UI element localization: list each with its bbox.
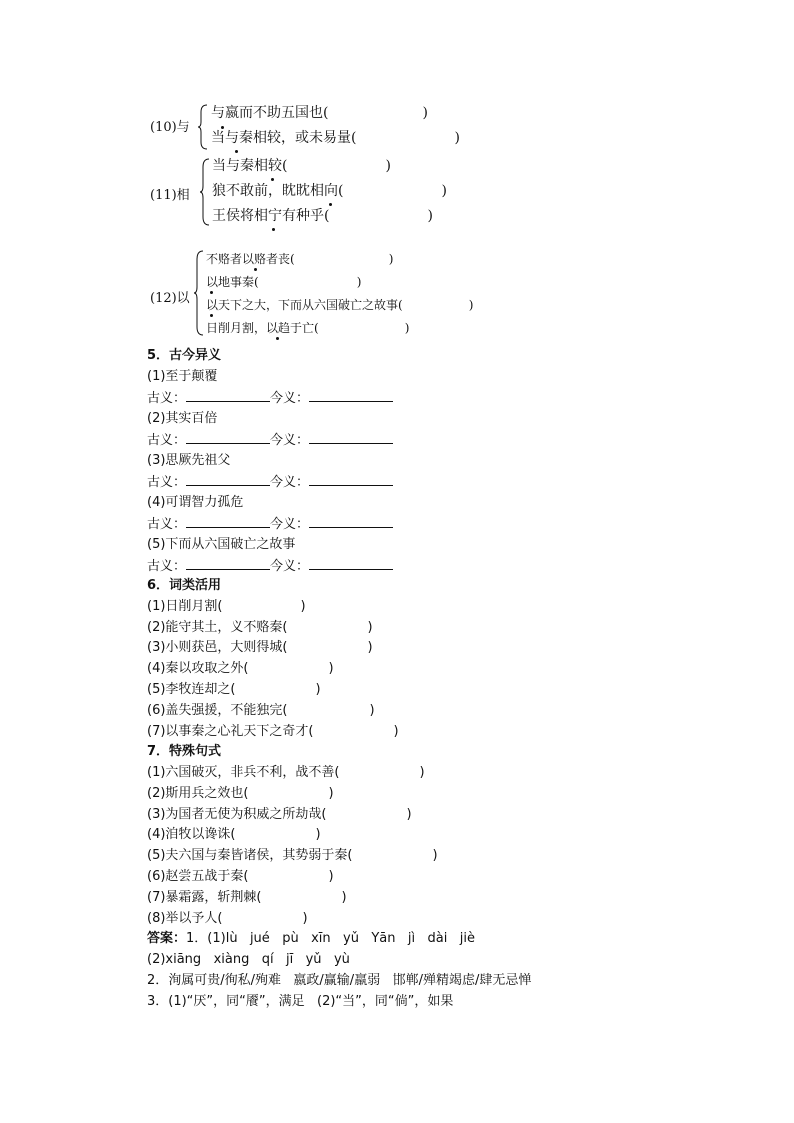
group11-brace bbox=[199, 158, 211, 226]
group12-line-3-close: ) bbox=[468, 298, 474, 312]
group12-line-4-text: 日削月割，以趋于亡( bbox=[206, 321, 319, 335]
jin-blank[interactable] bbox=[309, 472, 393, 486]
group11-line-3 bbox=[212, 205, 433, 227]
answers-line-2: (2)xiāng xiàng qí jī yǔ yù bbox=[147, 952, 350, 967]
group11-line-2 bbox=[212, 180, 447, 202]
section7-item-7 bbox=[147, 888, 347, 908]
jin-blank[interactable] bbox=[309, 430, 393, 444]
gu-blank[interactable] bbox=[186, 556, 270, 570]
section7-item-close: ) bbox=[315, 827, 321, 842]
group10-line-1 bbox=[211, 102, 428, 124]
jin-blank[interactable] bbox=[309, 388, 393, 402]
group12-line-1-close: ) bbox=[388, 252, 394, 266]
group11-line-1-text: 当与秦相较( bbox=[212, 158, 288, 174]
gu-label: 古义： bbox=[147, 517, 187, 532]
group11-line-1 bbox=[212, 155, 391, 177]
section6-item-text: (7)以事秦之心礼天下之奇才( bbox=[147, 724, 314, 739]
jin-label: 今义： bbox=[270, 517, 310, 532]
section5-item-5: (5)下而从六国破亡之故事 bbox=[147, 537, 296, 552]
group12-line-3-text: 以天下之大，下而从六国破亡之故事( bbox=[206, 298, 403, 312]
group12-line-1-text: 不赂者以赂者丧( bbox=[206, 252, 295, 266]
jin-blank[interactable] bbox=[309, 556, 393, 570]
group11-line-3-close: ) bbox=[427, 208, 433, 224]
group10-label: (10)与 bbox=[150, 120, 190, 135]
section7-item-text: (8)举以予人( bbox=[147, 911, 223, 926]
answers-line-4: 3．(1)“厌”，同“餍”，满足 (2)“当”，同“倘”，如果 bbox=[147, 994, 454, 1009]
section7-item-text: (2)斯用兵之效也( bbox=[147, 786, 249, 801]
emphasis-dot bbox=[272, 228, 275, 231]
group12-line-4-close: ) bbox=[404, 321, 410, 335]
section6-item-2 bbox=[147, 618, 373, 638]
section6-item-text: (4)秦以攻取之外( bbox=[147, 661, 249, 676]
jin-blank[interactable] bbox=[309, 514, 393, 528]
group10-line-2 bbox=[211, 127, 460, 149]
group11-label: (11)相 bbox=[150, 188, 190, 203]
section7-item-5 bbox=[147, 846, 438, 866]
gu-label: 古义： bbox=[147, 475, 187, 490]
group12-line-2-text: 以地事秦( bbox=[206, 275, 259, 289]
group12-line-2 bbox=[206, 271, 361, 293]
group11-line-3-text: 王侯将相宁有种乎( bbox=[212, 208, 330, 224]
section7-item-text: (5)夫六国与秦皆诸侯，其势弱于秦( bbox=[147, 848, 353, 863]
section6-item-4 bbox=[147, 659, 334, 679]
group12-line-1 bbox=[206, 248, 393, 270]
section6-item-6 bbox=[147, 701, 375, 721]
section6-heading: 6．词类活用 bbox=[147, 578, 222, 593]
answers-line-3: 2．洵属可贵/徇私/殉难 嬴政/赢输/羸弱 邯郸/殚精竭虑/肆无忌惮 bbox=[147, 973, 532, 988]
section7-item-text: (6)赵尝五战于秦( bbox=[147, 869, 249, 884]
section6-item-text: (1)日削月割( bbox=[147, 599, 223, 614]
section7-item-text: (7)暴霜露，斩荆棘( bbox=[147, 890, 262, 905]
section6-item-close: ) bbox=[315, 682, 321, 697]
answers-line-1-text: 1．(1)lù jué pù xīn yǔ Yān jì dài jiè bbox=[186, 931, 475, 946]
section7-item-text: (1)六国破灭，非兵不利，战不善( bbox=[147, 765, 340, 780]
section6-item-close: ) bbox=[393, 724, 399, 739]
section7-item-close: ) bbox=[419, 765, 425, 780]
section7-item-close: ) bbox=[328, 869, 334, 884]
group12-label: (12)以 bbox=[150, 291, 190, 306]
section5-answer-row-2 bbox=[147, 430, 393, 450]
section6-item-1 bbox=[147, 597, 306, 617]
section6-item-text: (5)李牧连却之( bbox=[147, 682, 236, 697]
section5-item-2: (2)其实百倍 bbox=[147, 411, 218, 426]
section6-item-close: ) bbox=[300, 599, 306, 614]
section7-item-close: ) bbox=[341, 890, 347, 905]
section6-item-text: (2)能守其土，义不赂秦( bbox=[147, 620, 288, 635]
section7-heading: 7．特殊句式 bbox=[147, 744, 222, 759]
group12-line-3 bbox=[206, 294, 473, 316]
group11-line-2-text: 狼不敢前，眈眈相向( bbox=[212, 183, 344, 199]
section7-item-8 bbox=[147, 909, 308, 929]
section6-item-text: (6)盖失强援，不能独完( bbox=[147, 703, 288, 718]
section7-item-text: (4)洎牧以谗诛( bbox=[147, 827, 236, 842]
section5-item-3: (3)思厥先祖父 bbox=[147, 453, 231, 468]
group10-line-2-text: 当与秦相较，或未易量( bbox=[211, 130, 357, 146]
section7-item-text: (3)为国者无使为积威之所劫哉( bbox=[147, 807, 327, 822]
section6-item-close: ) bbox=[369, 703, 375, 718]
section7-item-3 bbox=[147, 805, 412, 825]
section6-item-text: (3)小则获邑，大则得城( bbox=[147, 640, 288, 655]
section6-item-3 bbox=[147, 638, 373, 658]
gu-label: 古义： bbox=[147, 433, 187, 448]
jin-label: 今义： bbox=[270, 559, 310, 574]
group10-brace bbox=[197, 104, 209, 150]
group11-line-2-close: ) bbox=[441, 183, 447, 199]
jin-label: 今义： bbox=[270, 475, 310, 490]
section6-item-close: ) bbox=[367, 620, 373, 635]
emphasis-dot bbox=[235, 150, 238, 153]
answers-label: 答案： bbox=[147, 931, 187, 946]
section7-item-close: ) bbox=[328, 786, 334, 801]
section7-item-close: ) bbox=[406, 807, 412, 822]
gu-blank[interactable] bbox=[186, 514, 270, 528]
group10-line-1-close: ) bbox=[422, 105, 428, 121]
section5-answer-row-5 bbox=[147, 556, 393, 576]
section6-item-7 bbox=[147, 722, 399, 742]
group11-line-1-close: ) bbox=[385, 158, 391, 174]
section7-item-close: ) bbox=[302, 911, 308, 926]
group10-line-2-close: ) bbox=[454, 130, 460, 146]
section5-item-4: (4)可谓智力孤危 bbox=[147, 495, 244, 510]
section6-item-close: ) bbox=[367, 640, 373, 655]
jin-label: 今义： bbox=[270, 433, 310, 448]
section6-item-close: ) bbox=[328, 661, 334, 676]
section5-heading: 5．古今异义 bbox=[147, 348, 222, 363]
gu-blank[interactable] bbox=[186, 472, 270, 486]
jin-label: 今义： bbox=[270, 391, 310, 406]
section6-item-5 bbox=[147, 680, 321, 700]
group12-brace bbox=[193, 250, 205, 336]
section5-answer-row-3 bbox=[147, 472, 393, 492]
gu-blank[interactable] bbox=[186, 430, 270, 444]
gu-blank[interactable] bbox=[186, 388, 270, 402]
section7-item-6 bbox=[147, 867, 334, 887]
answers-line-1 bbox=[147, 929, 475, 949]
section5-item-1: (1)至于颠覆 bbox=[147, 369, 218, 384]
section5-answer-row-4 bbox=[147, 514, 393, 534]
section7-item-close: ) bbox=[432, 848, 438, 863]
gu-label: 古义： bbox=[147, 559, 187, 574]
group12-line-4 bbox=[206, 317, 409, 339]
section5-answer-row-1 bbox=[147, 388, 393, 408]
section7-item-4 bbox=[147, 825, 321, 845]
emphasis-dot bbox=[276, 337, 279, 340]
group12-line-2-close: ) bbox=[356, 275, 362, 289]
section7-item-2 bbox=[147, 784, 334, 804]
gu-label: 古义： bbox=[147, 391, 187, 406]
group10-line-1-text: 与嬴而不助五国也( bbox=[211, 105, 329, 121]
section7-item-1 bbox=[147, 763, 425, 783]
